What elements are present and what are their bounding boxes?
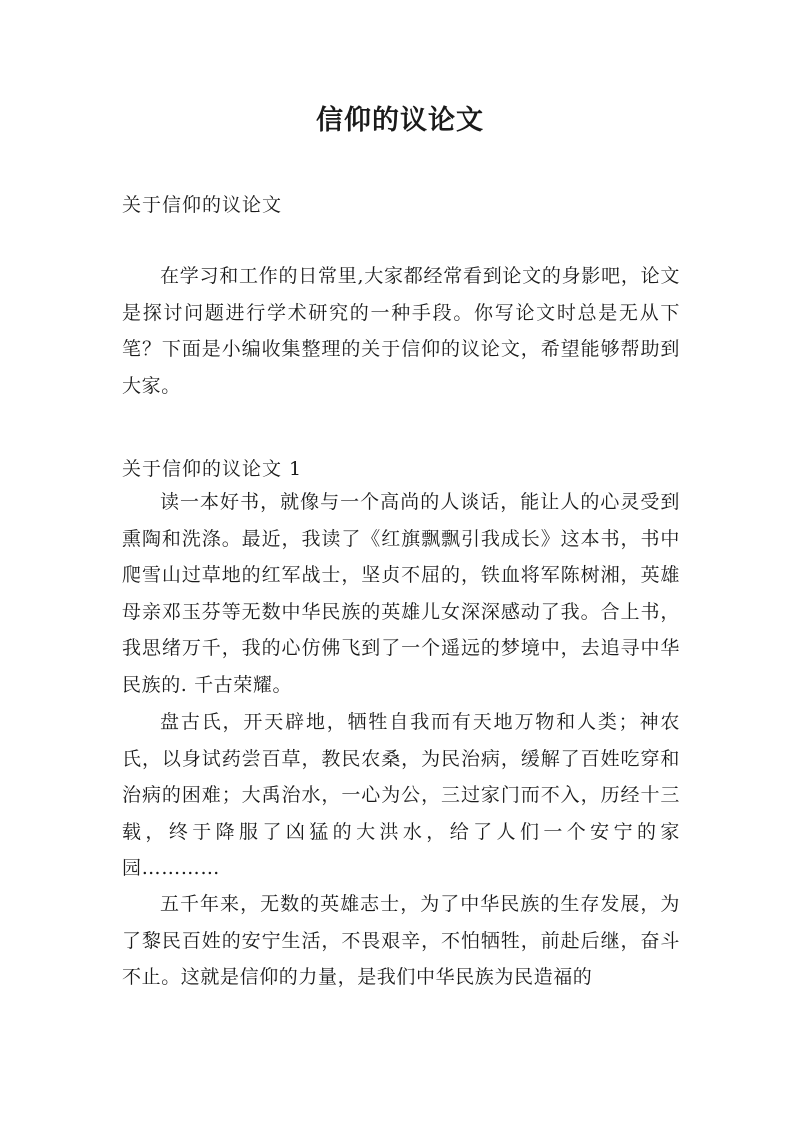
document-title: 信仰的议论文: [316, 105, 484, 136]
intro-paragraph: 在学习和工作的日常里,大家都经常看到论文的身影吧，论文是探讨问题进行学术研究的一种手段。你写论文时总是无从下笔？下面是小编收集整理的关于信仰的议论文，希望能够帮助到大家。: [122, 265, 680, 397]
body-paragraph: 五千年来，无数的英雄志士，为了中华民族的生存发展，为了黎民百姓的安宁生活，不畏艰辛，不怕牺牲，前赴后继，奋斗不止。这就是信仰的力量，是我们中华民族为民造福的: [122, 893, 680, 988]
section-heading: 关于信仰的议论文 1: [122, 458, 303, 480]
body-paragraph: 盘古氏，开天辟地，牺牲自我而有天地万物和人类；神农氏，以身试药尝百草，教民农桑，为民治病，缓解了百姓吃穿和治病的困难；大禹治水，一心为公，三过家门而不入，历经十三载，终于降服了凶猛的大洪水，给了人们一个安宁的家园…………: [122, 711, 680, 879]
document-subtitle: 关于信仰的议论文: [122, 194, 283, 216]
body-paragraph: 读一本好书，就像与一个高尚的人谈话，能让人的心灵受到熏陶和洗涤。最近，我读了《红旗飘飘引我成长》这本书，书中爬雪山过草地的红军战士，坚贞不屈的，铁血将军陈树湘，英雄母亲邓玉芬等无数中华民族的英雄儿女深深感动了我。合上书，我思绪万千，我的心仿佛飞到了一个遥远的梦境中，去追寻中华民族的. 千古荣耀。: [122, 491, 680, 696]
